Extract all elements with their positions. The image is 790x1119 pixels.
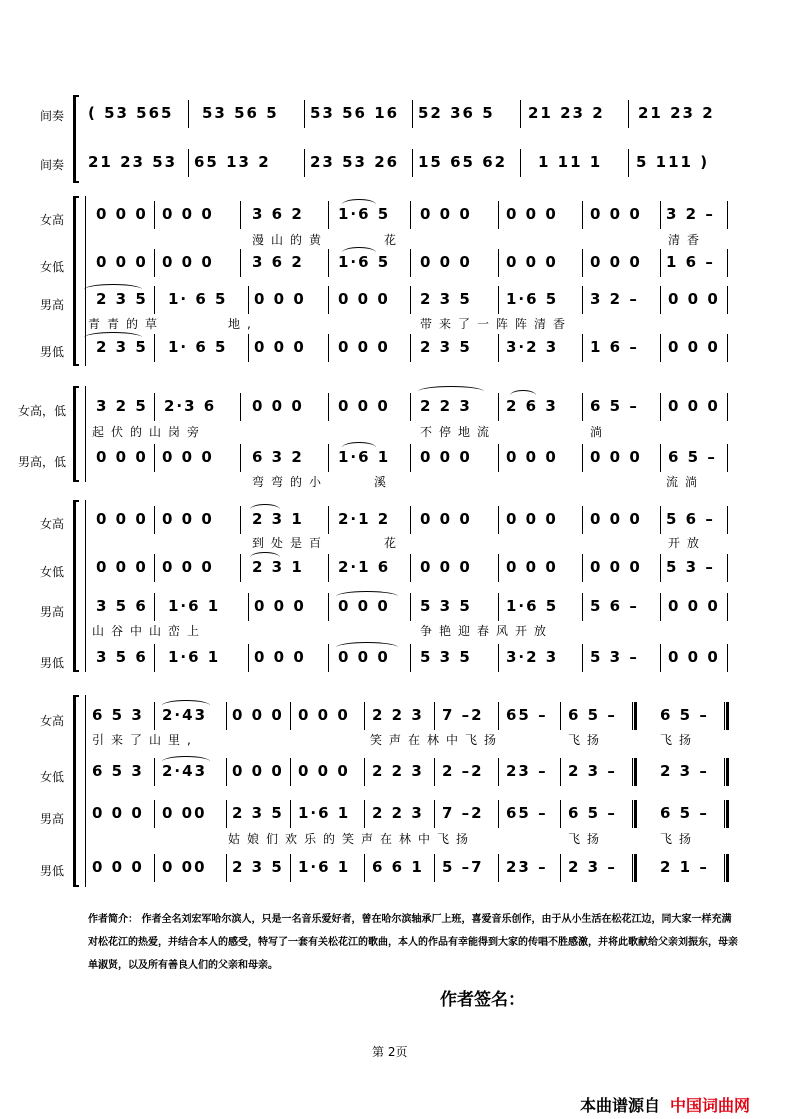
measure: 0 0 0: [420, 448, 472, 466]
measure: 2 2 3: [372, 706, 424, 724]
measure: 0 0 0: [96, 253, 148, 271]
measure: 2·1 2: [338, 510, 391, 528]
measure: 3 2 –: [590, 290, 639, 308]
source-credit: [580, 1093, 750, 1116]
measure: 52 36 5: [418, 104, 495, 122]
page-number: 第 2页: [372, 1045, 408, 1059]
measure: 0 0 0: [420, 558, 472, 576]
measure: 1·6 1: [298, 804, 351, 822]
measure: 3 5 6: [96, 597, 148, 615]
measure: 0 0 0: [506, 448, 558, 466]
measure: 1· 6 5: [168, 338, 228, 356]
lyric: 山谷中山峦上: [92, 624, 207, 638]
measure: 0 0 0: [506, 253, 558, 271]
measure: 0 0 0: [96, 205, 148, 223]
measure: 0 0 0: [590, 253, 642, 271]
lyric: 飞扬: [568, 832, 607, 846]
label-tenor: 男高: [40, 605, 65, 619]
measure: 0 0 0: [338, 397, 390, 415]
measure: 3 2 –: [666, 205, 715, 223]
measure: 21 23 53: [88, 153, 178, 171]
lyric: 漫山的黄: [252, 233, 329, 247]
system3-soprano: [88, 510, 728, 532]
system2-brace: [73, 386, 79, 482]
label-bass: 男低: [40, 656, 65, 670]
measure: 7 –2: [442, 804, 484, 822]
intro-line-1: [88, 104, 728, 126]
measure: 2 –2: [442, 762, 484, 780]
lyric: 青青的草: [88, 317, 165, 331]
measure: 1 6 –: [590, 338, 639, 356]
measure: 3 6 2: [252, 253, 304, 271]
measure: 5 111 ): [636, 153, 710, 171]
measure: 0 0 0: [162, 558, 214, 576]
measure: 21 23 2: [528, 104, 605, 122]
measure: 0 00: [162, 858, 207, 876]
intro-label-2: 间奏: [40, 158, 65, 172]
measure: 6 5 3: [92, 706, 144, 724]
measure: 2·1 6: [338, 558, 391, 576]
label-men: 男高，低: [18, 455, 67, 469]
source-prefix: 本曲谱源自: [580, 1096, 661, 1115]
measure: 0 0 0: [96, 558, 148, 576]
measure: 5 –7: [442, 858, 484, 876]
measure: 0 0 0: [590, 448, 642, 466]
lyric: 流淌: [666, 475, 705, 489]
measure: 2 2 3: [372, 762, 424, 780]
measure: 2 3 5: [96, 338, 148, 356]
measure: 0 0 0: [254, 338, 306, 356]
measure: 2 3 5: [420, 290, 472, 308]
measure: 53 56 5: [202, 104, 279, 122]
measure: 5 3 5: [420, 597, 472, 615]
measure: 65 –: [506, 804, 548, 822]
measure: 6 6 1: [372, 858, 424, 876]
measure: 2 3 5: [420, 338, 472, 356]
measure: 0 0 0: [162, 448, 214, 466]
measure: 23 –: [506, 762, 548, 780]
label-soprano: 女高: [40, 213, 65, 227]
system1-brace: [73, 196, 79, 366]
label-tenor: 男高: [40, 812, 65, 826]
measure: 0 0 0: [162, 510, 214, 528]
measure: 7 –2: [442, 706, 484, 724]
measure: 0 0 0: [338, 290, 390, 308]
measure: 0 0 0: [254, 648, 306, 666]
measure: 0 0 0: [162, 253, 214, 271]
measure: 2·43: [162, 762, 208, 780]
lyric: 开放: [668, 536, 707, 550]
lyric: 花: [384, 536, 404, 550]
lyric: 飞扬: [660, 832, 699, 846]
measure: 6 3 2: [252, 448, 304, 466]
lyric: 引来了山里,: [92, 733, 198, 747]
measure: 1·6 5: [338, 253, 391, 271]
system3-tenor: [88, 597, 728, 619]
lyric: 清香: [668, 233, 707, 247]
system3-brace: [73, 500, 79, 672]
measure: 2 3 5: [96, 290, 148, 308]
measure: 2·43: [162, 706, 208, 724]
measure: 0 0 0: [420, 253, 472, 271]
measure: 0 0 0: [420, 510, 472, 528]
measure: 5 3 –: [666, 558, 715, 576]
measure: 6 5 3: [92, 762, 144, 780]
bio-text: 作者全名刘宏军哈尔滨人，只是一名音乐爱好者，曾在哈尔滨轴承厂上班，喜爱音乐创作，由于从小生活在松花江边，同大家一样充满对松花江的热爱，并结合本人的感受，特写了一套有关松花江的歌曲，本人的作品有幸能得到大家的传唱不胜感激，并将此歌献给父亲刘振东，母亲单淑贤，以及所有善良人们的父亲和母亲。: [88, 914, 738, 971]
label-alto: 女低: [40, 770, 65, 784]
measure: 23 53 26: [310, 153, 400, 171]
measure: 5 3 –: [590, 648, 639, 666]
label-bass: 男低: [40, 864, 65, 878]
measure: 2 3 –: [568, 762, 617, 780]
system1-tenor: [88, 290, 728, 312]
label-alto: 女低: [40, 260, 65, 274]
system4-tenor: [88, 804, 728, 826]
measure: 2 3 1: [252, 558, 304, 576]
measure: 15 65 62: [418, 153, 508, 171]
measure: 6 5 –: [660, 706, 709, 724]
measure: 1 6 –: [666, 253, 715, 271]
measure: 2·3 6: [164, 397, 217, 415]
lyric: 姑娘们欢乐的笑声在林中飞扬: [228, 832, 476, 846]
measure: 2 3 –: [660, 762, 709, 780]
lyric: 起伏的山岗旁: [92, 425, 207, 439]
measure: 65 –: [506, 706, 548, 724]
measure: 0 0 0: [162, 205, 214, 223]
measure: 0 00: [162, 804, 207, 822]
lyric: 笑声在林中飞扬: [370, 733, 504, 747]
measure: 23 –: [506, 858, 548, 876]
measure: 1· 6 5: [168, 290, 228, 308]
measure: 0 0 0: [254, 597, 306, 615]
measure: 5 3 5: [420, 648, 472, 666]
measure: 0 0 0: [668, 397, 720, 415]
source-site-link[interactable]: 中国词曲网: [670, 1096, 751, 1115]
measure: 3 5 6: [96, 648, 148, 666]
measure: 2 3 –: [568, 858, 617, 876]
lyric: 飞扬: [660, 733, 699, 747]
lyric: 争艳迎春风开放: [420, 624, 554, 638]
measure: 3·2 3: [506, 648, 559, 666]
measure: 0 0 0: [338, 648, 390, 666]
measure: 2 2 3: [372, 804, 424, 822]
measure: 0 0 0: [420, 205, 472, 223]
measure: 1·6 5: [338, 205, 391, 223]
author-bio: [88, 908, 738, 977]
measure: 1·6 5: [506, 290, 559, 308]
measure: 0 0 0: [668, 338, 720, 356]
measure: 65 13 2: [194, 153, 271, 171]
measure: 0 0 0: [668, 597, 720, 615]
measure: 0 0 0: [92, 858, 144, 876]
measure: 0 0 0: [232, 706, 284, 724]
measure: 6 5 –: [568, 804, 617, 822]
measure: 0 0 0: [668, 648, 720, 666]
measure: 6 5 –: [568, 706, 617, 724]
measure: 2 3 1: [252, 510, 304, 528]
measure: 53 56 16: [310, 104, 400, 122]
measure: 0 0 0: [252, 397, 304, 415]
system2-men: [88, 448, 728, 470]
measure: 5 6 –: [590, 597, 639, 615]
measure: 0 0 0: [590, 558, 642, 576]
measure: 0 0 0: [92, 804, 144, 822]
measure: 0 0 0: [590, 205, 642, 223]
measure: 1·6 1: [168, 597, 221, 615]
lyric: 不停地流: [420, 425, 497, 439]
measure: 1·6 1: [168, 648, 221, 666]
measure: 6 5 –: [660, 804, 709, 822]
measure: 0 0 0: [506, 205, 558, 223]
measure: 2 2 3: [420, 397, 472, 415]
measure: 6 5 –: [668, 448, 717, 466]
measure: 0 0 0: [590, 510, 642, 528]
measure: ( 53 565: [88, 104, 174, 122]
measure: 5 6 –: [666, 510, 715, 528]
measure: 2 1 –: [660, 858, 709, 876]
system2-women: [88, 397, 728, 419]
measure: 0 0 0: [254, 290, 306, 308]
measure: 2 6 3: [506, 397, 558, 415]
intro-label-1: 间奏: [40, 109, 65, 123]
measure: 0 0 0: [232, 762, 284, 780]
lyric: 地,: [228, 317, 258, 331]
label-women: 女高，低: [18, 404, 67, 418]
author-signature: 作者签名：: [440, 990, 525, 1010]
label-bass: 男低: [40, 345, 65, 359]
system1-alto: [88, 253, 728, 275]
system1-soprano: [88, 205, 728, 227]
measure: 6 5 –: [590, 397, 639, 415]
lyric: 淌: [590, 425, 610, 439]
measure: 2 3 5: [232, 804, 284, 822]
measure: 1·6 1: [298, 858, 351, 876]
lyric: 带来了一阵阵清香: [420, 317, 573, 331]
label-soprano: 女高: [40, 517, 65, 531]
label-alto: 女低: [40, 565, 65, 579]
lyric: 花: [384, 233, 404, 247]
measure: 0 0 0: [506, 558, 558, 576]
measure: 21 23 2: [638, 104, 715, 122]
measure: 0 0 0: [338, 597, 390, 615]
label-tenor: 男高: [40, 298, 65, 312]
measure: 0 0 0: [506, 510, 558, 528]
measure: 1·6 1: [338, 448, 391, 466]
measure: 0 0 0: [298, 706, 350, 724]
intro-line-2: [88, 153, 728, 175]
system4-brace: [73, 695, 79, 887]
measure: 3·2 3: [506, 338, 559, 356]
measure: 3 2 5: [96, 397, 148, 415]
system3-alto: [88, 558, 728, 580]
measure: 0 0 0: [668, 290, 720, 308]
measure: 3 6 2: [252, 205, 304, 223]
lyric: 到处是百: [252, 536, 329, 550]
measure: 0 0 0: [298, 762, 350, 780]
lyric: 溪: [374, 475, 394, 489]
measure: 1 11 1: [538, 153, 603, 171]
bio-title: 作者简介：: [88, 914, 138, 925]
measure: 0 0 0: [338, 338, 390, 356]
measure: 0 0 0: [96, 510, 148, 528]
system1-bass: [88, 338, 728, 360]
label-soprano: 女高: [40, 714, 65, 728]
measure: 1·6 5: [506, 597, 559, 615]
measure: 0 0 0: [96, 448, 148, 466]
system4-bass: [88, 858, 728, 880]
measure: 2 3 5: [232, 858, 284, 876]
system3-bass: [88, 648, 728, 670]
lyric: 飞扬: [568, 733, 607, 747]
intro-brace: [73, 95, 79, 183]
lyric: 弯弯的小: [252, 475, 329, 489]
